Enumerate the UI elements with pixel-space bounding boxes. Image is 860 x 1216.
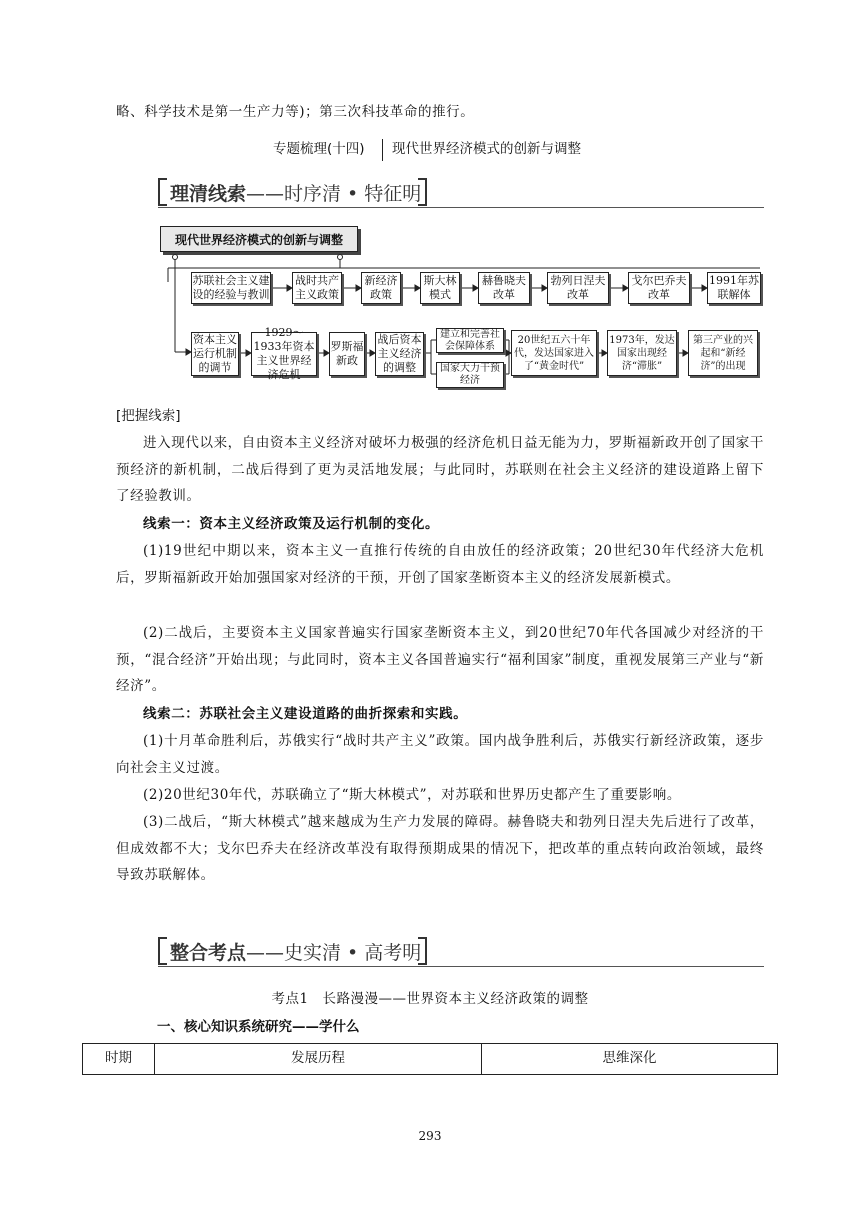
- top-text: 略、科学技术是第一生产力等)；第三次科技革命的推行。: [116, 104, 475, 120]
- knowledge-table: [82, 1043, 778, 1075]
- bar2-right-bracket: [418, 937, 427, 965]
- flow-node: 赫鲁晓夫改革: [478, 272, 530, 304]
- flow-node: 1991年苏联解体: [707, 272, 761, 304]
- clue2-paragraph-2: (2)20世纪30年代，苏联确立了“斯大林模式”，对苏联和世界历史都产生了重要影响。: [143, 787, 681, 803]
- grasp-paragraph: 进入现代以来，自由资本主义经济对破坏力极强的经济危机日益无能为力，罗斯福新政开创了国家干预经济的新机制，二战后得到了更为灵活地发展；与此同时，苏联则在社会主义经济的建设道路上留下了经验教训。: [116, 435, 764, 504]
- flowchart-header: 现代世界经济模式的创新与调整: [160, 226, 358, 252]
- table-header-process: 发展历程: [155, 1044, 482, 1075]
- flow-node: 苏联社会主义建设的经验与教训: [191, 272, 271, 304]
- clue1-paragraph-1: (1)19世纪中期以来，资本主义一直推行传统的自由放任的经济政策；20世纪30年代经济大危机后，罗斯福新政开始加强国家对经济的干预，开创了国家垄断资本主义的经济发展新模式。: [116, 543, 764, 586]
- flow-node: 资本主义运行机制的调节: [193, 333, 237, 374]
- flow-node: 战时共产主义政策: [292, 272, 342, 304]
- clue2-paragraph-1: (1)十月革命胜利后，苏俄实行“战时共产主义”政策。国内战争胜利后，苏俄实行新经济政策，逐步向社会主义过渡。: [116, 733, 764, 776]
- flow-node: 罗斯福新政: [329, 332, 365, 376]
- flow-node: 20世纪五六十年代，发达国家进入了“黄金时代”: [511, 330, 597, 376]
- page-number: 293: [418, 1129, 442, 1143]
- kaodian-title: 考点1 长路漫漫——世界资本主义经济政策的调整: [271, 991, 589, 1007]
- flow-node: 建立和完善社会保障体系: [436, 328, 504, 353]
- bar2-rule: [158, 966, 764, 967]
- clue2-paragraph-3: (3)二战后，“斯大林模式”越来越成为生产力发展的障碍。赫鲁晓夫和勃列日涅夫先后进行了改革，但成效都不大；戈尔巴乔夫在经济改革没有取得预期成果的情况下，把改革的重点转向政治领域，最终导致苏联解体。: [116, 814, 764, 883]
- section-heading-left: 专题梳理(十四): [273, 141, 365, 157]
- flow-node: 1929～1933年资本主义世界经济危机: [251, 332, 317, 376]
- flow-node: 1973年，发达国家出现经济“滞胀”: [607, 330, 677, 376]
- table-header-thinking: 思维深化: [482, 1044, 778, 1075]
- bar2-title: 整合考点——史实清 • 高考明: [170, 942, 422, 964]
- clue1-paragraph-2: (2)二战后，主要资本主义国家普遍实行国家垄断资本主义，到20世纪70年代各国减少对经济的干预，“混合经济”开始出现；与此同时，资本主义各国普遍实行“福利国家”制度，重视发展第三产业与“新经济”。: [116, 625, 764, 694]
- section-heading-right: 现代世界经济模式的创新与调整: [392, 141, 581, 157]
- bar1-title: 理清线索——时序清 • 特征明: [170, 183, 422, 205]
- flow-node: 斯大林模式: [420, 272, 460, 304]
- flow-node: 战后资本主义经济的调整: [375, 332, 424, 376]
- grasp-title: [把握线索]: [116, 408, 181, 424]
- table-row: [83, 1044, 778, 1075]
- flow-node: 戈尔巴乔夫改革: [628, 272, 690, 304]
- core-knowledge-title: 一、核心知识系统研究——学什么: [157, 1019, 360, 1035]
- flow-node: 勃列日涅夫改革: [547, 272, 609, 304]
- flow-node: 第三产业的兴起和“新经济”的出现: [688, 330, 758, 376]
- bar2-left-bracket: [158, 937, 167, 965]
- clue1-title: 线索一：资本主义经济政策及运行机制的变化。: [143, 516, 440, 532]
- table-header-period: 时期: [83, 1044, 155, 1075]
- flow-node: 新经济政策: [361, 272, 401, 304]
- flow-node: 国家大力干预经济: [436, 362, 504, 388]
- clue2-title: 线索二：苏联社会主义建设道路的曲折探索和实践。: [143, 706, 468, 722]
